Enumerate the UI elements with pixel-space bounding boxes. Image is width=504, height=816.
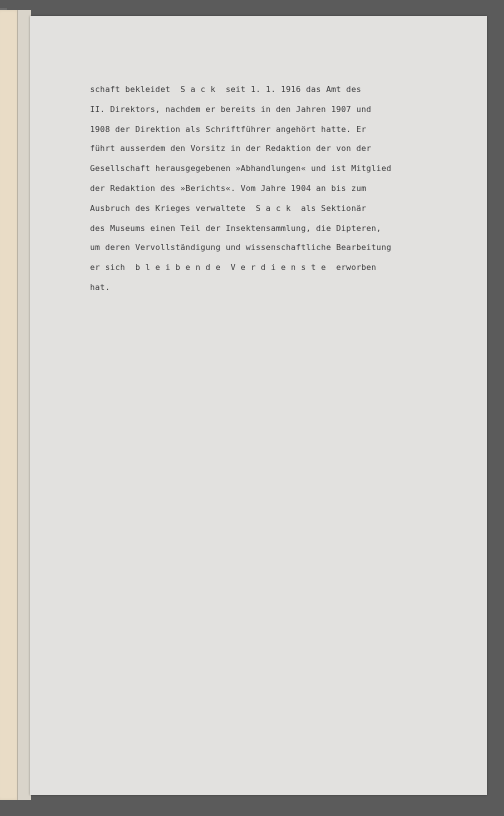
- text-line: II. Direktors, nachdem er bereits in den Jahren 1907 und: [90, 103, 372, 114]
- text-line: hat.: [90, 281, 111, 292]
- page-body-text: [90, 80, 470, 298]
- text-line: um deren Vervollständigung und wissenschaftliche Bearbeitung: [90, 242, 392, 253]
- text-line: Gesellschaft herausgegebenen »Abhandlungen« und ist Mitglied: [90, 163, 392, 174]
- typewritten-page: [30, 16, 487, 795]
- text-line: er sich b l e i b e n d e V e r d i e n s t e erworben: [90, 262, 377, 273]
- binding-strip: [17, 10, 31, 800]
- text-line: des Museums einen Teil der Insektensammlung, die Dipteren,: [90, 222, 382, 233]
- text-line: der Redaktion des »Berichts«. Vom Jahre 1904 an bis zum: [90, 182, 367, 193]
- text-line: führt ausserdem den Vorsitz in der Redaktion der von der: [90, 143, 372, 154]
- text-line: 1908 der Direktion als Schriftführer angehört hatte. Er: [90, 123, 367, 134]
- text-line: Ausbruch des Krieges verwaltete S a c k als Sektionär: [90, 202, 367, 213]
- text-line: schaft bekleidet S a c k seit 1. 1. 1916 das Amt des: [90, 84, 362, 94]
